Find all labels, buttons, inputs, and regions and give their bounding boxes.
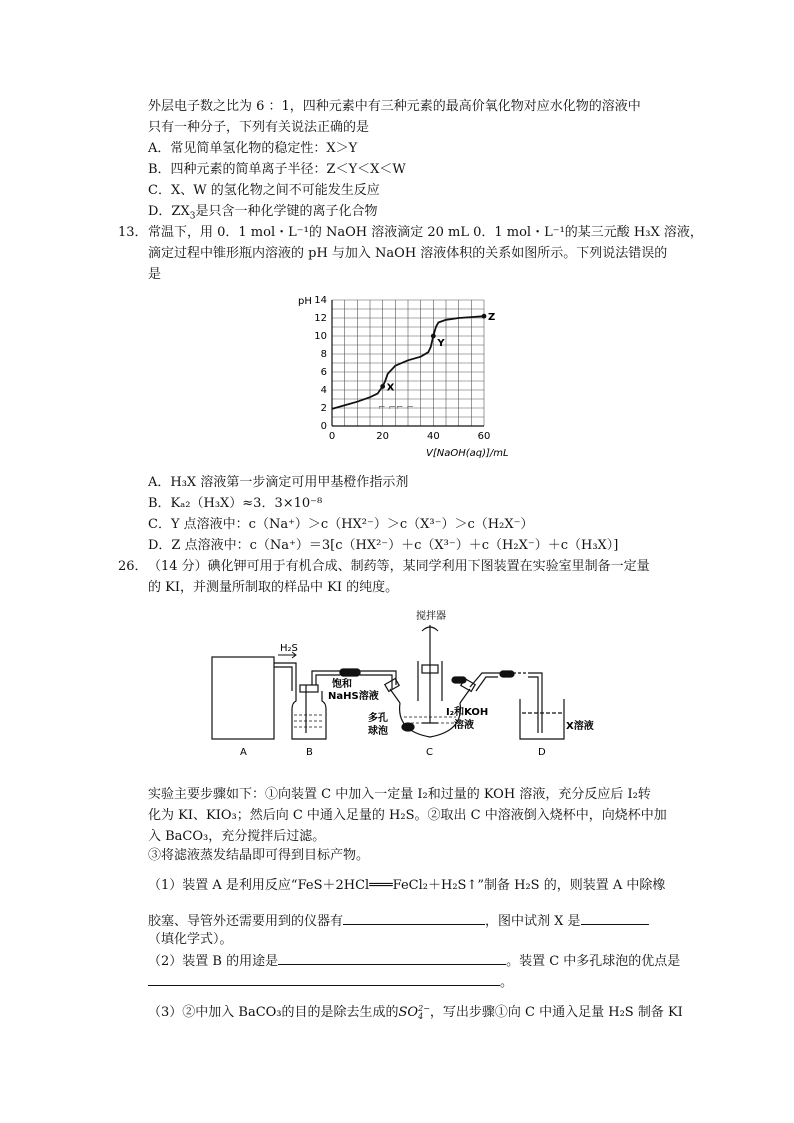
sub3-line-1: （3）②中加入 BaCO₃的目的是除去生成的SO 2− 4 ，写出步骤①向 C 中通入足量 H₂S 制备 KI [148, 1004, 683, 1021]
connector-2 [452, 677, 466, 683]
steps-line-4: ③将滤液蒸发结晶即可得到目标产物。 [148, 848, 370, 863]
label-b-letter: B [306, 747, 313, 758]
x-tick-label: 40 [426, 431, 440, 442]
steps-line-2: 化为 KI、KIO₃；然后向 C 中通入足量的 H₂S。②取出 C 中溶液倒入烧杯中，向烧杯中加 [148, 808, 667, 823]
sub1-line-3: （填化学式）。 [148, 932, 233, 947]
label-b-2: NaHS溶液 [328, 691, 379, 702]
bottle-b-stopper [300, 685, 318, 692]
label-c-letter: C [426, 747, 433, 758]
option-d: D．$ZX_3$是只含一种化学键的离子化合物 [148, 204, 378, 222]
question-13-line-1: 常温下，用 0．1 mol・L⁻¹的 NaOH 溶液滴定 20 mL 0．1 mol・L⁻¹的某三元酸 H₃X 溶液， [148, 225, 703, 240]
tube-b-c [360, 671, 396, 689]
label-c-2: 溶液 [454, 720, 474, 731]
question-26-line-2: 的 KI，并测量所制取的样品中 KI 的纯度。 [148, 580, 399, 595]
y-tick-label: 6 [320, 367, 327, 378]
y-tick-label: 8 [320, 349, 327, 360]
sub1-line-1: （1）装置 A 是利用反应“FeS＋2HCl═══FeCl₂＋H₂S↑”制备 H₂S 的，则装置 A 中除橡 [148, 878, 666, 893]
label-d: X溶液 [566, 721, 594, 732]
label-stirrer: 搅拌器 [416, 611, 446, 622]
question-26-number: 26． [118, 559, 148, 574]
question-13-line-3: 是 [148, 267, 162, 282]
y-tick-label: 12 [314, 313, 327, 324]
x-tick-label: 0 [328, 431, 336, 442]
answer-blank-3[interactable] [278, 952, 506, 965]
question-13-option-c: C．Y 点溶液中：c（Na⁺）＞c（HX²⁻）＞c（X³⁻）＞c（H₂X⁻） [148, 517, 534, 532]
steps-line-1: 实验主要步骤如下：①向装置 C 中加入一定量 I₂和过量的 KOH 溶液，充分反应后 I₂转 [148, 787, 651, 802]
connector-3 [500, 671, 514, 677]
y-tick-label: 14 [314, 295, 327, 306]
answer-blank-4[interactable] [148, 973, 500, 986]
label-bulb-1: 多孔 [368, 713, 388, 724]
label-b-1: 饱和 [332, 679, 352, 690]
bottle-b-liquid [294, 715, 324, 727]
x-axis-label: V[NaOH(aq)]/mL [426, 448, 509, 459]
point-y [431, 334, 436, 339]
tube-c-d [470, 673, 498, 691]
x-tick-label: 20 [376, 431, 390, 442]
intro-line-1: 外层电子数之比为 6 ：1，四种元素中有三种元素的最高价氧化物对应水化物的溶液中 [148, 99, 641, 114]
question-13-number: 13． [118, 225, 148, 240]
y-axis-label: pH [298, 296, 312, 307]
tube-into-d [528, 673, 542, 733]
apparatus-diagram [200, 605, 620, 765]
label-c-1: I₂和KOH [446, 707, 489, 718]
option-b: B．四种元素的简单离子半径：Z＜Y＜X＜W [148, 162, 406, 177]
scan-noise-mark-1: ⌐ ⌐⌐ ⌐ [378, 403, 414, 413]
question-13-option-d: D．Z 点溶液中：c（Na⁺）＝3[c（HX²⁻）＋c（X³⁻）＋c（H₂X⁻）＋c（H₃X）] [148, 538, 619, 553]
label-bulb-2: 球泡 [368, 726, 388, 737]
titration-chart [290, 290, 510, 460]
tube-a-b-inner [274, 667, 292, 691]
option-c: C．X、W 的氢化物之间不可能发生反应 [148, 183, 380, 198]
question-13-line-2: 滴定过程中锥形瓶内溶液的 pH 与加入 NaOH 溶液体积的关系如图所示。下列说法错误的 [148, 246, 668, 261]
label-gas: H₂S [280, 643, 298, 654]
y-tick-label: 0 [320, 421, 327, 432]
label-a-letter: A [240, 747, 247, 758]
point-label-x: X [386, 382, 395, 394]
point-label-z: Z [488, 312, 496, 324]
option-a: A．常见简单氢化物的稳定性：X＞Y [148, 141, 358, 156]
porous-bulb [402, 723, 414, 731]
stirrer-shaft [422, 625, 438, 723]
sulfate-ion: SO 2− 4 [398, 1004, 430, 1021]
sub2-line-2: 。 [148, 973, 513, 991]
question-13-option-b: B．Kₐ₂（H₃X）≈3．3×10⁻⁸ [148, 496, 323, 511]
steps-line-3: 入 BaCO₃，充分搅拌后过滤。 [148, 829, 326, 844]
point-label-y: Y [437, 338, 445, 349]
apparatus-a-box [212, 657, 274, 739]
answer-blank-1[interactable] [343, 912, 485, 925]
point-x [380, 384, 385, 389]
sub2-line-1: （2）装置 B 的用途是 。装置 C 中多孔球泡的优点是 [148, 954, 681, 969]
sub1-line-2: 胶塞、导管外还需要用到的仪器有 ，图中试剂 X 是 [148, 912, 649, 930]
label-d-letter: D [538, 747, 546, 758]
connector-1 [340, 669, 360, 676]
y-tick-label: 4 [320, 385, 327, 396]
y-tick-label: 2 [320, 403, 327, 414]
answer-blank-2[interactable] [581, 912, 649, 925]
y-tick-label: 10 [314, 331, 327, 342]
question-26-line-1: （14 分）碘化钾可用于有机合成、制药等，某同学利用下图装置在实验室里制备一定量 [148, 559, 650, 574]
x-tick-label: 60 [477, 431, 491, 442]
intro-line-2: 只有一种分子，下列有关说法正确的是 [148, 120, 370, 135]
point-z [482, 314, 487, 319]
question-13-option-a: A．H₃X 溶液第一步滴定可用甲基橙作指示剂 [148, 475, 409, 490]
